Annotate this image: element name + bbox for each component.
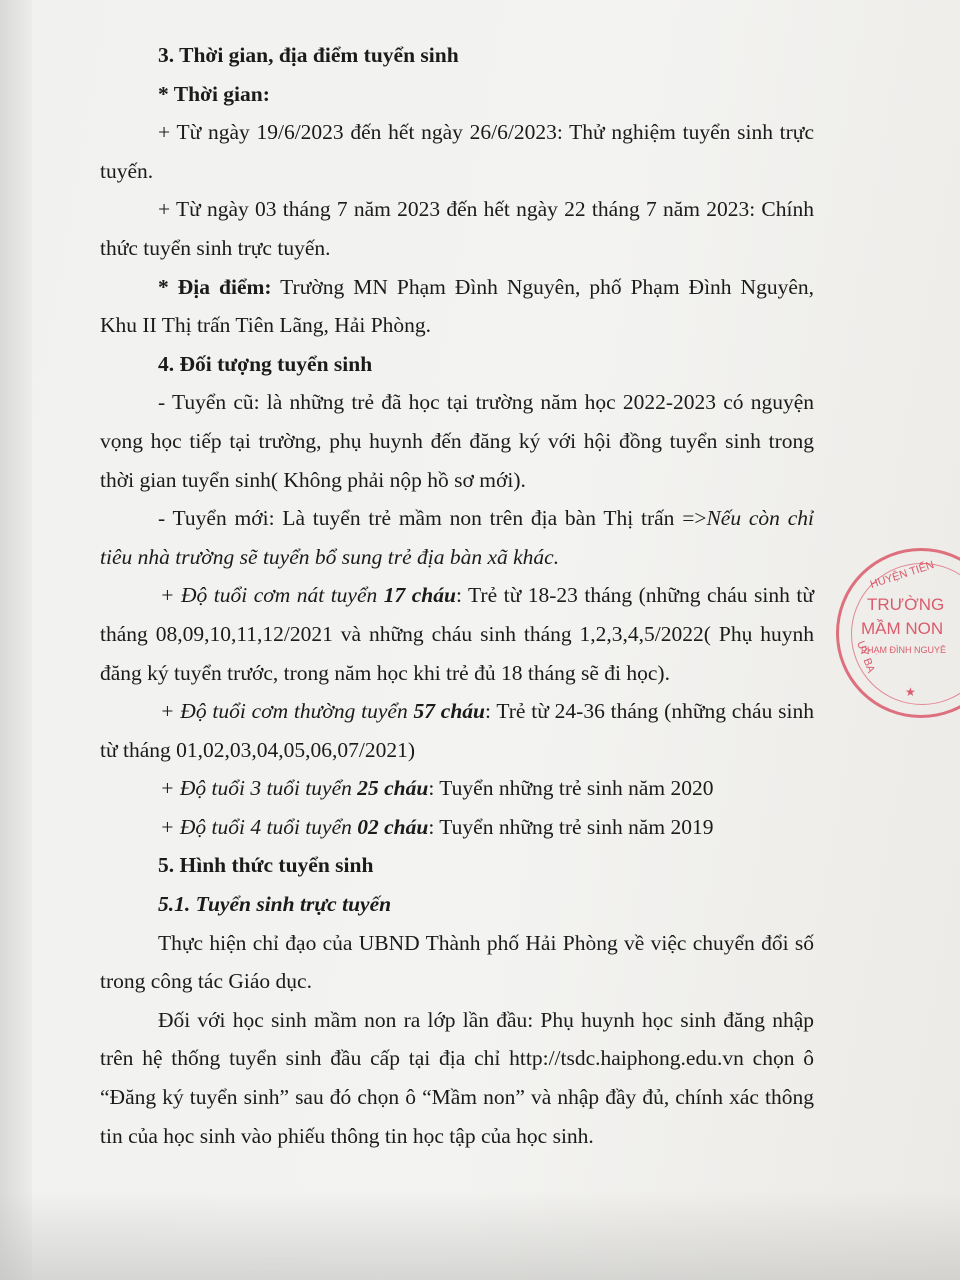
age-group-4-count: 02 cháu bbox=[357, 814, 429, 839]
page-bottom-shadow bbox=[0, 1190, 960, 1280]
stamp-line-4: PHẠM ĐÌNH NGUYÊ bbox=[861, 645, 947, 655]
age-group-1 bbox=[100, 576, 814, 692]
section-3-title: 3. Thời gian, địa điểm tuyển sinh bbox=[158, 43, 459, 67]
new-enrollment-text: - Tuyển mới: Là tuyển trẻ mầm non trên địa bàn Thị trấn => bbox=[158, 506, 707, 531]
time-item-2: + Từ ngày 03 tháng 7 năm 2023 đến hết ngày 22 tháng 7 năm 2023: Chính thức tuyển sinh trực tuyến. bbox=[100, 197, 814, 260]
stamp-line-3: MẦM NON bbox=[861, 619, 944, 638]
section-4-title: 4. Đối tượng tuyển sinh bbox=[158, 351, 373, 376]
document-body bbox=[100, 36, 814, 1155]
age-group-3 bbox=[100, 769, 814, 808]
age-group-3-text: : Tuyển những trẻ sinh năm 2020 bbox=[428, 776, 714, 801]
new-enrollment bbox=[100, 499, 814, 576]
age-group-4 bbox=[100, 808, 814, 847]
section-5-title: 5. Hình thức tuyển sinh bbox=[158, 853, 374, 878]
age-group-2-text: : Trẻ từ 24-36 tháng (những cháu sinh từ tháng 01,02,03,04,05,06,07/2021) bbox=[100, 699, 814, 762]
stamp-line-2: TRƯỜNG bbox=[867, 595, 945, 614]
new-enrollment-note: Nếu còn chỉ tiêu nhà trường sẽ tuyển bổ sung trẻ địa bàn xã khác. bbox=[100, 506, 814, 569]
section-5-1-title: 5.1. Tuyển sinh trực tuyến bbox=[158, 892, 392, 917]
stamp-line-5: UỶ BA bbox=[854, 639, 877, 675]
age-group-2-label: + Độ tuổi cơm thường tuyển bbox=[160, 699, 414, 724]
directive-paragraph: Thực hiện chỉ đạo của UBND Thành phố Hải Phòng về việc chuyển đổi số trong công tác Giáo dục. bbox=[100, 930, 814, 994]
age-group-3-count: 25 cháu bbox=[357, 776, 429, 801]
age-group-2 bbox=[100, 692, 814, 769]
place-label: * Địa điểm: bbox=[158, 274, 272, 299]
age-group-2-count: 57 cháu bbox=[413, 699, 485, 724]
age-group-1-count: 17 cháu bbox=[383, 583, 456, 608]
time-label: * Thời gian: bbox=[158, 81, 270, 106]
age-group-1-text: : Trẻ từ 18-23 tháng (những cháu sinh từ tháng 08,09,10,11,12/2021 và những cháu sinh tháng 1,2,3,4,5/2022( Phụ huynh đăng ký tuyển trước, trong năm học khi trẻ đủ 18 tháng sẽ đi học). bbox=[100, 583, 814, 685]
stamp-line-1: HUYỆN TIẾN bbox=[868, 559, 936, 591]
place-text: Trường MN Phạm Đình Nguyên, phố Phạm Đình Nguyên, Khu II Thị trấn Tiên Lãng, Hải Phòng. bbox=[100, 274, 815, 338]
stamp-star-icon: ★ bbox=[905, 685, 916, 699]
age-group-4-text: : Tuyển những trẻ sinh năm 2019 bbox=[428, 814, 714, 839]
age-group-1-label: + Độ tuổi cơm nát tuyển bbox=[160, 583, 384, 608]
age-group-3-label: + Độ tuổi 3 tuổi tuyển bbox=[160, 776, 358, 801]
age-group-4-label: + Độ tuổi 4 tuổi tuyển bbox=[160, 814, 358, 839]
place-paragraph bbox=[100, 268, 814, 345]
old-enrollment: - Tuyển cũ: là những trẻ đã học tại trường năm học 2022-2023 có nguyện vọng học tiếp tại trường, phụ huynh đến đăng ký với hội đồng tuyển sinh trong thời gian tuyển sinh( Không phải nộp hồ sơ mới). bbox=[100, 390, 814, 492]
registration-paragraph: Đối với học sinh mầm non ra lớp lần đầu: Phụ huynh học sinh đăng nhập trên hệ thống tuyển sinh đầu cấp tại địa chỉ http://tsdc.haiphong.edu.vn chọn ô “Đăng ký tuyển sinh” sau đó chọn ô “Mầm non” và nhập đầy đủ, chính xác thông tin của học sinh vào phiếu thông tin học tập của học sinh. bbox=[100, 1007, 814, 1148]
page-edge-shadow bbox=[0, 0, 32, 1280]
time-item-1: + Từ ngày 19/6/2023 đến hết ngày 26/6/2023: Thử nghiệm tuyển sinh trực tuyến. bbox=[100, 120, 814, 183]
